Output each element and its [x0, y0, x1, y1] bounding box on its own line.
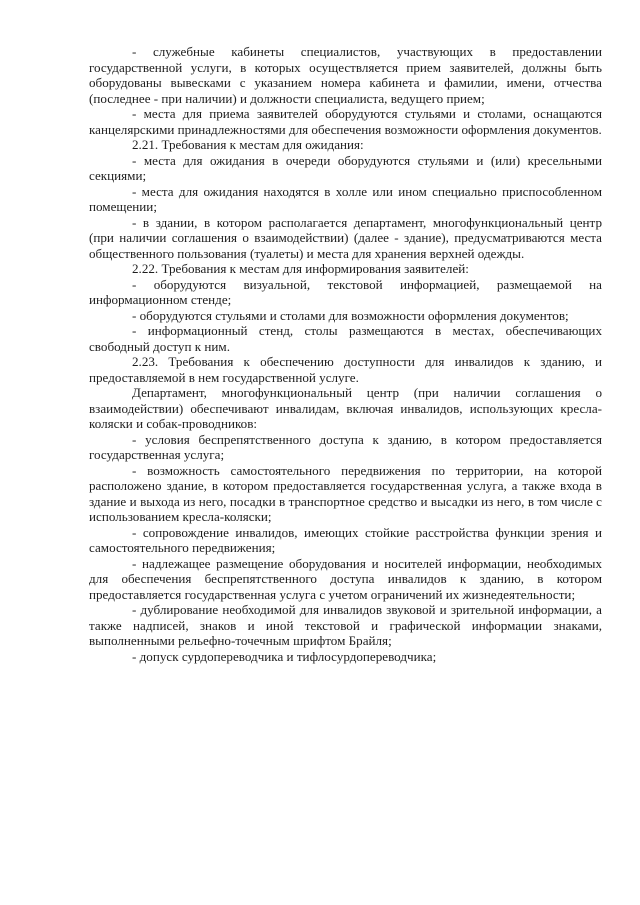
paragraph-10: - информационный стенд, столы размещаются в местах, обеспечивающих свободный доступ к ним. [89, 323, 602, 354]
document-body [89, 44, 602, 664]
paragraph-3: 2.21. Требования к местам для ожидания: [132, 137, 364, 152]
paragraph-6: - в здании, в котором располагается департамент, многофункциональный центр (при наличии соглашения о взаимодействии) (далее - здание), предусматриваются места общественного пользования (туалеты) и места для хранения верхней одежды. [89, 214, 602, 261]
paragraph-15: - сопровождение инвалидов, имеющих стойкие расстройства функции зрения и самостоятельного передвижения; [89, 524, 602, 555]
paragraph-17: - дублирование необходимой для инвалидов звуковой и зрительной информации, а также надписей, знаков и иной текстовой и графической информации знаками, выполненными рельефно-точечным шрифтом Брайля; [89, 602, 602, 648]
paragraph-16: - надлежащее размещение оборудования и носителей информации, необходимых для обеспечения беспрепятственного доступа инвалидов к зданию, в котором предоставляется государственная услуга с учетом ограничений их жизнедеятельности; [89, 555, 602, 602]
paragraph-5: - места для ожидания находятся в холле или ином специально приспособленном помещении; [89, 183, 602, 214]
paragraph-14: - возможность самостоятельного передвижения по территории, на которой расположено здание, в котором предоставляется государственная услуга, а также входа в здание и выхода из него, посадки в транспортное средство и высадки из него, в том числе с использованием кресла-коляски; [89, 462, 602, 524]
paragraph-1: - служебные кабинеты специалистов, участвующих в предоставлении государственной услуги, в которых осуществляется прием заявителей, должны быть оборудованы вывесками с указанием номера кабинета и фамилии, имени, отчества (последнее - при наличии) и должности специалиста, ведущего прием; [89, 44, 602, 106]
paragraph-7: 2.22. Требования к местам для информирования заявителей: [132, 261, 469, 276]
paragraph-2: - места для приема заявителей оборудуются стульями и столами, оснащаются канцелярскими принадлежностями для обеспечения возможности оформления документов. [89, 106, 602, 137]
paragraph-8: - оборудуются визуальной, текстовой информацией, размещаемой на информационном стенде; [89, 276, 602, 307]
paragraph-18: - допуск сурдопереводчика и тифлосурдопереводчика; [132, 648, 437, 664]
paragraph-11: 2.23. Требования к обеспечению доступности для инвалидов к зданию, и предоставляемой в нем государственной услуге. [89, 354, 602, 385]
paragraph-4: - места для ожидания в очереди оборудуются стульями и (или) кресельными секциями; [89, 152, 602, 183]
paragraph-13: - условия беспрепятственного доступа к зданию, в котором предоставляется государственная услуга; [89, 431, 602, 462]
paragraph-9: - оборудуются стульями и столами для возможности оформления документов; [132, 307, 569, 323]
paragraph-12: Департамент, многофункциональный центр (при наличии соглашения о взаимодействии) обеспечивают инвалидам, включая инвалидов, использующих кресла-коляски и собак-проводников: [89, 385, 602, 431]
